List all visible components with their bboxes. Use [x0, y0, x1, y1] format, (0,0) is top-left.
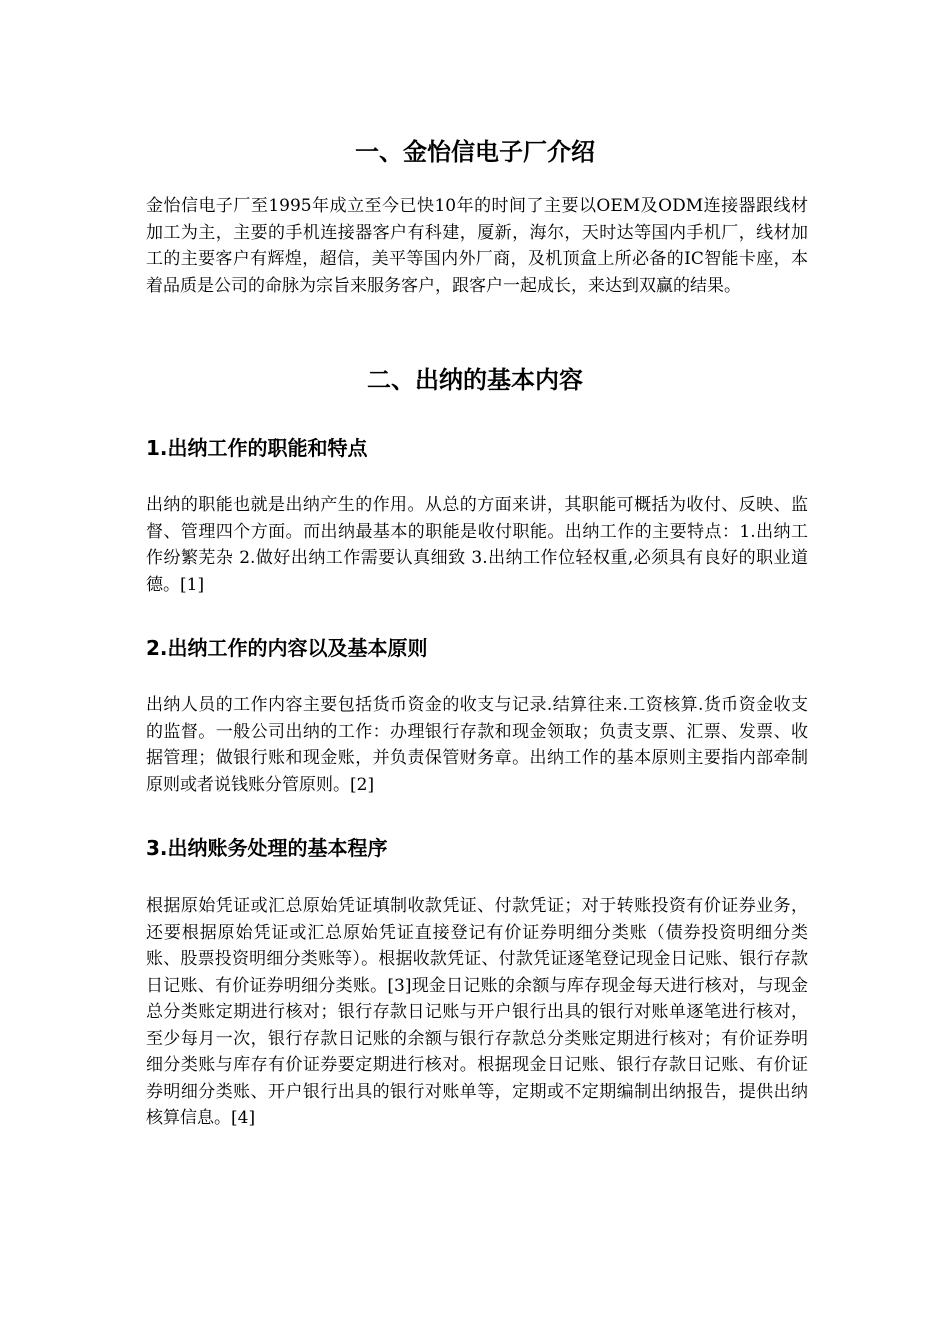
section-1-paragraph: 金怡信电子厂至1995年成立至今已快10年的时间了主要以OEM及ODM连接器跟线材加工为主，主要的手机连接器客户有科建，厦新，海尔，天时达等国内手机厂，线材加工的主要客户有辉煌，超信，美平等国内外厂商，及机顶盒上所必备的IC智能卡座，本着品质是公司的命脉为宗旨来服务客户，跟客户一起成长，来达到双赢的结果。 — [146, 196, 808, 296]
subsection-2-heading: 2.出纳工作的内容以及基本原则 — [146, 636, 428, 660]
section-2-title: 二、出纳的基本内容 — [367, 366, 583, 394]
subsection-3-paragraph: 根据原始凭证或汇总原始凭证填制收款凭证、付款凭证；对于转账投资有价证券业务，还要根据原始凭证或汇总原始凭证直接登记有价证券明细分类账（债券投资明细分类账、股票投资明细分类账等）。根据收款凭证、付款凭证逐笔登记现金日记账、银行存款日记账、有价证券明细分类账。[3]现金日记账的余额与库存现金每天进行核对，与现金总分类账定期进行核对；银行存款日记账与开户银行出具的银行对账单逐笔进行核对，至少每月一次，银行存款日记账的余额与银行存款总分类账定期进行核对；有价证券明细分类账与库存有价证券要定期进行核对。根据现金日记账、银行存款日记账、有价证券明细分类账、开户银行出具的银行对账单等，定期或不定期编制出纳报告，提供出纳核算信息。[4] — [146, 896, 808, 1128]
subsection-1-paragraph: 出纳的职能也就是出纳产生的作用。从总的方面来讲，其职能可概括为收付、反映、监督、管理四个方面。而出纳最基本的职能是收付职能。出纳工作的主要特点：1.出纳工作纷繁芜杂 2.做好出纳工作需要认真细致 3.出纳工作位轻权重,必须具有良好的职业道德。[1] — [146, 495, 808, 595]
subsection-1-heading: 1.出纳工作的职能和特点 — [146, 436, 368, 460]
section-1-title: 一、金怡信电子厂介绍 — [355, 138, 595, 166]
subsection-3-heading: 3.出纳账务处理的基本程序 — [146, 836, 388, 860]
subsection-2-paragraph: 出纳人员的工作内容主要包括货币资金的收支与记录.结算往来.工资核算.货币资金收支的监督。一般公司出纳的工作：办理银行存款和现金领取；负责支票、汇票、发票、收据管理；做银行账和现金账，并负责保管财务章。出纳工作的基本原则主要指内部牵制原则或者说钱账分管原则。[2] — [146, 695, 808, 795]
